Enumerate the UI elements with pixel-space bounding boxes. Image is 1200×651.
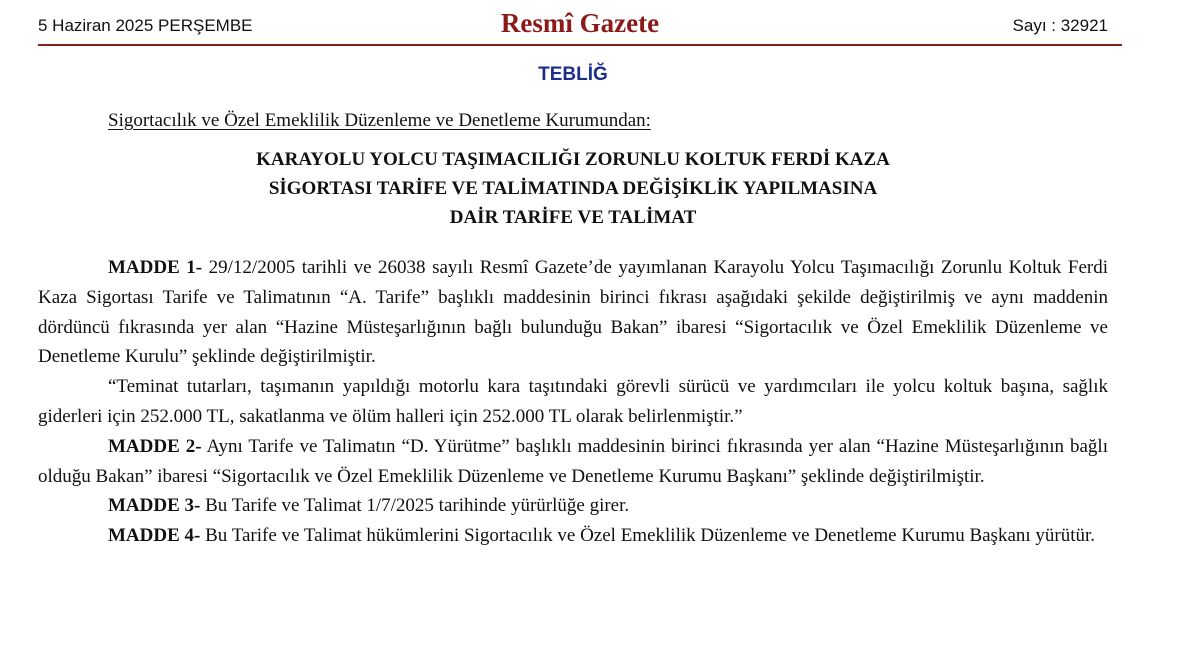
title-line: DAİR TARİFE VE TALİMAT bbox=[449, 207, 697, 228]
publication-date: 5 Haziran 2025 PERŞEMBE bbox=[38, 16, 253, 35]
article-2 bbox=[38, 432, 1108, 492]
article-text: 29/12/2005 tarihli ve 26038 sayılı Resmî Gazete’de yayımlanan Karayolu Yolcu Taşımacılığı Zorunlu Koltuk Ferdi Kaza Sigortası Tarife ve Talimatının “A. Tarife” başlıklı maddesinin birinci fıkrası aşağıdaki şekilde değiştirilmiş ve aynı maddenin dördüncü fıkrasında yer alan “Hazine Müsteşarlığının bağlı bulunduğu Bakan” ibaresi “Sigortacılık ve Özel Emeklilik Düzenleme ve Denetleme Kurulu” şeklinde değiştirilmiştir. bbox=[38, 257, 1108, 368]
title-line: SİGORTASI TARİFE VE TALİMATINDA DEĞİŞİKLİK YAPILMASINA bbox=[268, 178, 878, 199]
section-heading: TEBLİĞ bbox=[538, 64, 608, 85]
article-label: MADDE 4- bbox=[108, 525, 201, 547]
article-label: MADDE 3- bbox=[108, 495, 201, 517]
article-3 bbox=[38, 491, 1108, 521]
article-text: Aynı Tarife ve Talimatın “D. Yürütme” başlıklı maddesinin birinci fıkrasında yer alan “Hazine Müsteşarlığının bağlı olduğu Bakan” ibaresi “Sigortacılık ve Özel Emeklilik Düzenleme ve Denetleme Kurumu Başkanı” şeklinde değiştirilmiştir. bbox=[38, 435, 1108, 487]
issue-number: Sayı : 32921 bbox=[1012, 16, 1108, 35]
article-text: Bu Tarife ve Talimat hükümlerini Sigortacılık ve Özel Emeklilik Düzenleme ve Denetleme Kurumu Başkanı yürütür. bbox=[200, 525, 1096, 547]
article-label: MADDE 2- bbox=[108, 435, 202, 457]
issuing-institution: Sigortacılık ve Özel Emeklilik Düzenleme ve Denetleme Kurumundan: bbox=[108, 110, 651, 131]
gazette-name: Resmî Gazete bbox=[500, 8, 660, 38]
article-1 bbox=[38, 253, 1108, 372]
document-body bbox=[38, 253, 1108, 551]
document-title bbox=[38, 145, 1108, 232]
article-4 bbox=[38, 521, 1108, 551]
quoted-paragraph bbox=[38, 372, 1108, 432]
article-text: Bu Tarife ve Talimat 1/7/2025 tarihinde yürürlüğe girer. bbox=[200, 495, 630, 517]
article-label: MADDE 1- bbox=[108, 257, 203, 278]
article-text: “Teminat tutarları, taşımanın yapıldığı motorlu kara taşıtındaki görevli sürücü ve yardımcıları ile yolcu koltuk başına, sağlık giderleri için 252.000 TL, sakatlanma ve ölüm halleri için 252.000 TL olarak belirlenmiştir.” bbox=[38, 376, 1108, 427]
gazette-header bbox=[38, 6, 1122, 46]
title-line: KARAYOLU YOLCU TAŞIMACILIĞI ZORUNLU KOLTUK FERDİ KAZA bbox=[256, 149, 890, 170]
